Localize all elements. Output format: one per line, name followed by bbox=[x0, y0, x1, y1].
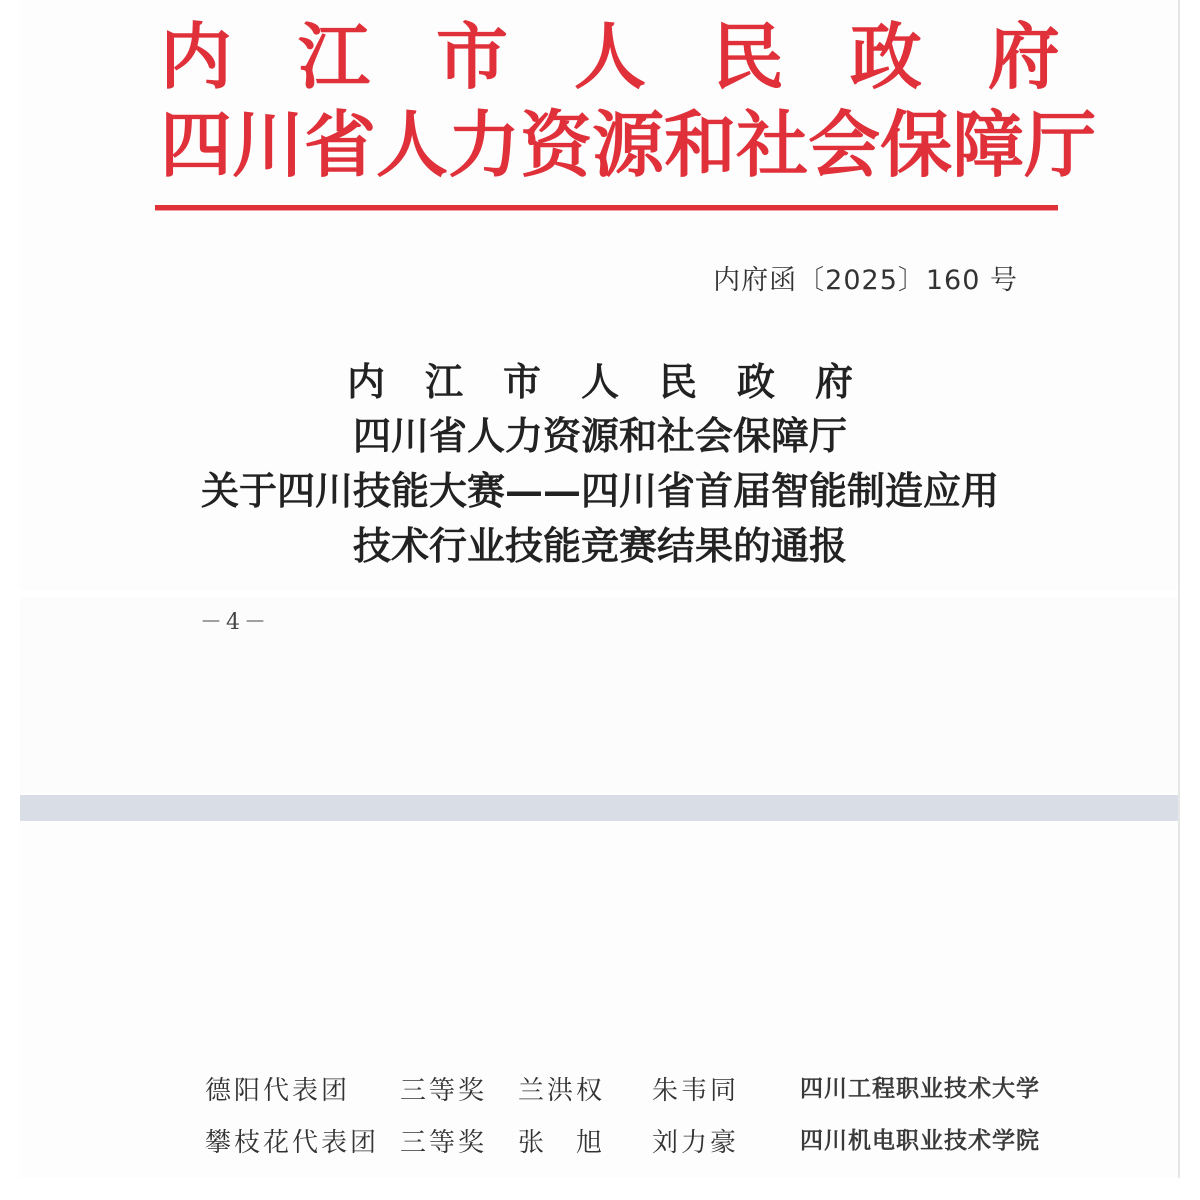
document-page-middle bbox=[20, 598, 1180, 793]
letterhead-char: 厅 bbox=[1024, 102, 1097, 187]
letterhead-char: 人 bbox=[573, 14, 646, 99]
title-line-2: 四川省人力资源和社会保障厅 bbox=[352, 413, 847, 458]
contestant-name: 张 旭 bbox=[518, 1128, 606, 1158]
letterhead-char: 社 bbox=[736, 102, 809, 187]
letterhead-char: 政 bbox=[849, 14, 922, 99]
document-number: 内府函〔2025〕160 号 bbox=[713, 265, 1018, 296]
team-name: 德阳代表团 bbox=[205, 1076, 351, 1106]
letterhead-char: 民 bbox=[711, 14, 784, 99]
organization-name: 四川工程职业技术大学 bbox=[800, 1075, 1040, 1102]
letterhead-char: 保 bbox=[880, 102, 953, 187]
letterhead-char: 会 bbox=[808, 102, 881, 187]
letterhead-line-1 bbox=[160, 14, 1060, 100]
organization-name: 四川机电职业技术学院 bbox=[800, 1127, 1040, 1154]
title-line-4: 技术行业技能竞赛结果的通报 bbox=[352, 523, 847, 568]
letterhead-char: 省 bbox=[304, 102, 377, 187]
letterhead-char: 江 bbox=[297, 14, 370, 99]
page-edge bbox=[1178, 0, 1180, 1178]
letterhead-line-2 bbox=[160, 102, 1097, 188]
contestant-name: 刘力豪 bbox=[652, 1128, 740, 1158]
letterhead-char: 人 bbox=[376, 102, 449, 187]
contestant-name: 朱韦同 bbox=[652, 1076, 740, 1106]
letterhead-char: 川 bbox=[232, 102, 305, 187]
title-line-1: 内江市人民政府 bbox=[346, 359, 893, 404]
letterhead-char: 和 bbox=[664, 102, 737, 187]
result-row bbox=[0, 1070, 1200, 1110]
page-separator bbox=[20, 795, 1180, 821]
letterhead-char: 障 bbox=[952, 102, 1025, 187]
page-number: －4－ bbox=[200, 610, 270, 635]
result-row bbox=[0, 1122, 1200, 1162]
letterhead-char: 力 bbox=[448, 102, 521, 187]
letterhead-char: 内 bbox=[160, 14, 233, 99]
title-line-3: 关于四川技能大赛——四川省首届智能制造应用 bbox=[200, 468, 999, 513]
award-level: 三等奖 bbox=[400, 1128, 488, 1158]
contestant-name: 兰洪权 bbox=[518, 1076, 606, 1106]
letterhead-char: 资 bbox=[520, 102, 593, 187]
letterhead-char: 府 bbox=[987, 14, 1060, 99]
letterhead-char: 源 bbox=[592, 102, 665, 187]
team-name: 攀枝花代表团 bbox=[205, 1128, 380, 1158]
letterhead-char: 市 bbox=[435, 14, 508, 99]
letterhead-char: 四 bbox=[160, 102, 233, 187]
letterhead-red-rule bbox=[155, 205, 1058, 211]
award-level: 三等奖 bbox=[400, 1076, 488, 1106]
